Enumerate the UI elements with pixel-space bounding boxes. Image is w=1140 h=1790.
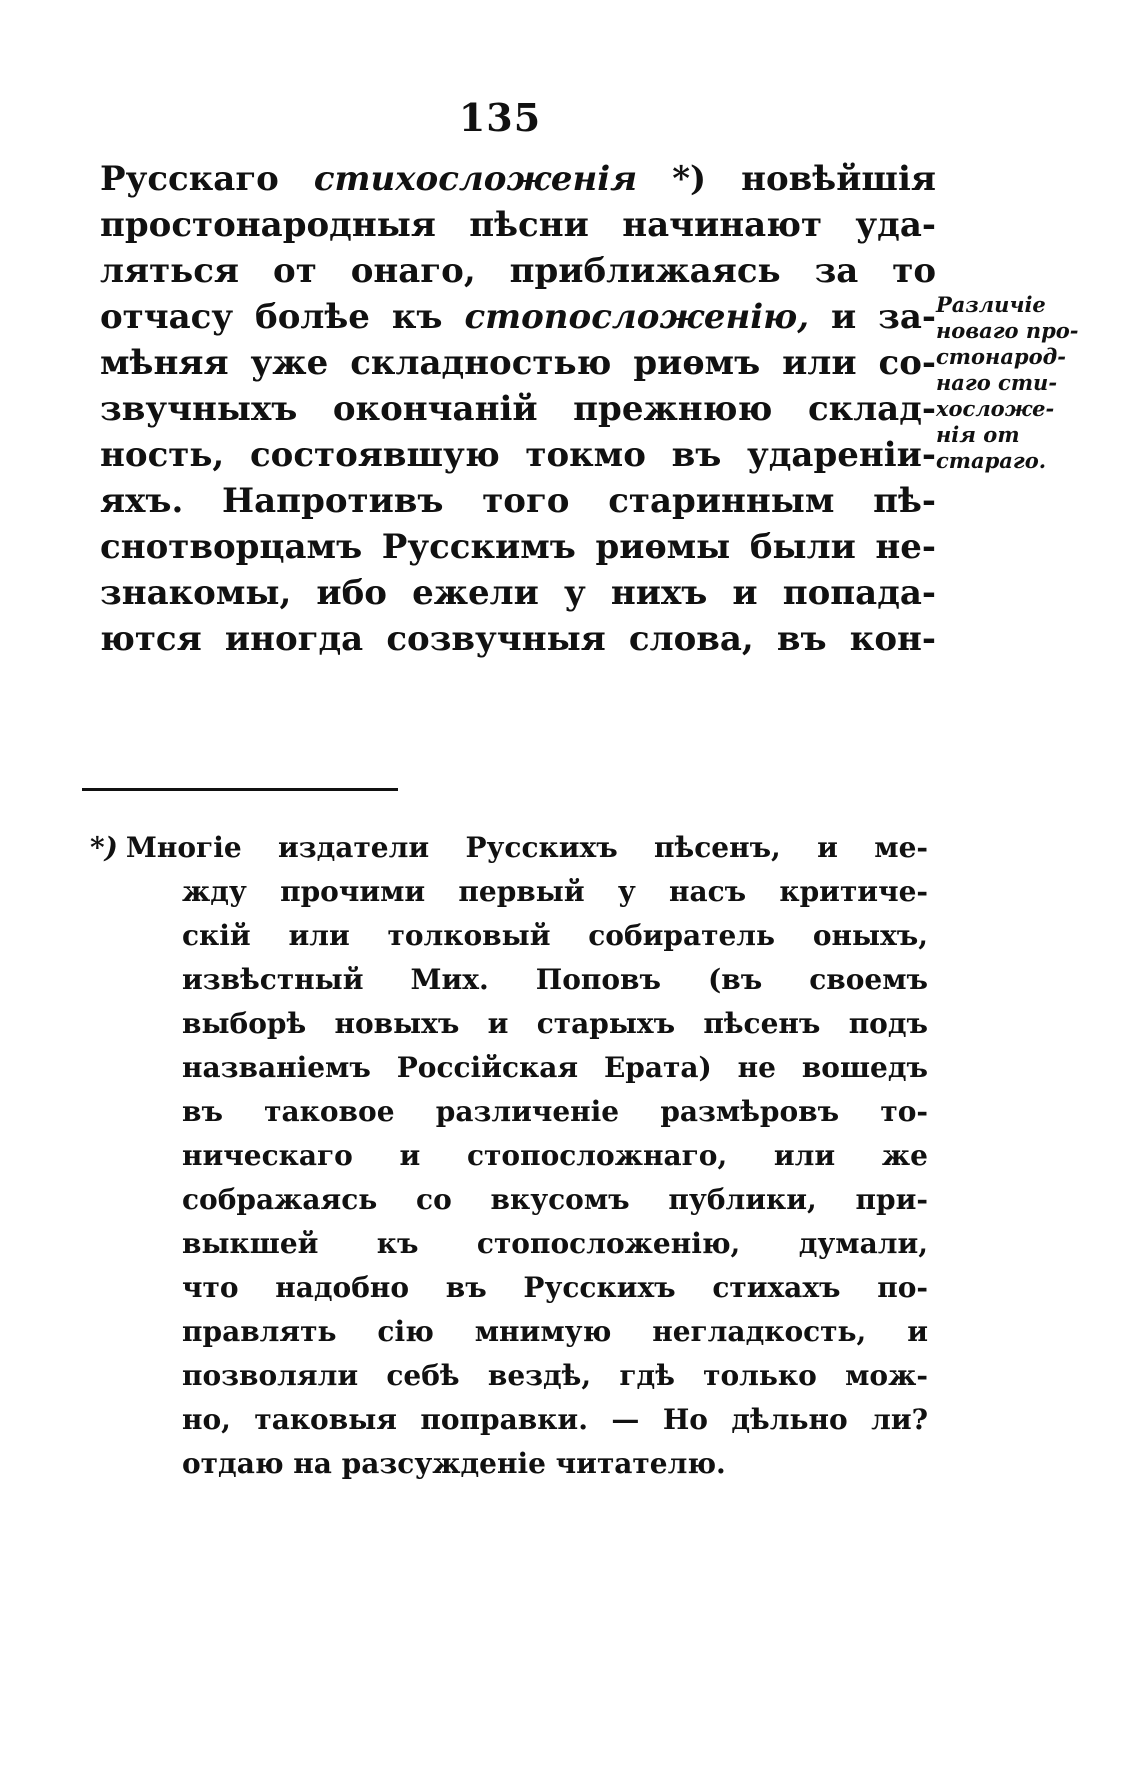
footnote-text: что надобно въ Русскихъ стихахъ по- (182, 1271, 928, 1304)
main-text-line (100, 202, 936, 248)
marginal-note-line: нія от (936, 422, 1020, 447)
footnote-text: выборѣ новыхъ и старыхъ пѣсенъ подъ (182, 1007, 928, 1040)
text-span: ляться от онаго, приближаясь за то (100, 251, 936, 291)
footnote-text: жду прочими первый у насъ критиче- (182, 875, 928, 908)
text-span: *) новѣйшія (637, 159, 936, 199)
main-text-line (100, 386, 936, 432)
main-text-line (100, 248, 936, 294)
main-text-line (100, 524, 936, 570)
marginal-note-line: новаго про- (936, 318, 1079, 343)
marginal-note-line: Различіе (936, 292, 1046, 317)
footnote-line (182, 1178, 928, 1222)
footnote-text: въ таковое различеніе размѣровъ то- (182, 1095, 928, 1128)
footnote-text: ническаго и стопосложнаго, или же (182, 1139, 928, 1172)
text-span: снотворцамъ Русскимъ риѳмы были не- (100, 527, 936, 567)
text-span: Русскаго (100, 159, 314, 199)
main-text-line (100, 340, 936, 386)
text-span: и за- (809, 297, 937, 337)
footnote-line (182, 1222, 928, 1266)
page-number: 135 (458, 95, 542, 140)
text-span: звучныхъ окончаній прежнюю склад- (100, 389, 936, 429)
footnote-line (182, 914, 928, 958)
footnote-line (182, 1310, 928, 1354)
main-text-line (100, 478, 936, 524)
marginal-note (936, 292, 1086, 474)
footnote-text: но, таковыя поправки. — Но дѣльно ли? (182, 1403, 928, 1436)
footnote-line (182, 1398, 928, 1442)
marginal-note-line: стараго. (936, 448, 1047, 473)
footnote-marker: *) (90, 831, 118, 864)
footnote-text: сображаясь со вкусомъ публики, при- (182, 1183, 928, 1216)
footnote-rule (82, 788, 398, 791)
italic-term: стопосложенію, (464, 297, 810, 337)
marginal-note-line: стонарод- (936, 344, 1066, 369)
main-text-line (100, 156, 936, 202)
text-span: яхъ. Напротивъ того старинным пѣ- (100, 481, 936, 521)
text-span: отчасу болѣе къ (100, 297, 465, 337)
footnote-line (182, 1090, 928, 1134)
footnote-line (182, 870, 928, 914)
footnote-text: извѣстный Мих. Поповъ (въ своемъ (182, 963, 928, 996)
text-span: ются иногда созвучныя слова, въ кон- (100, 619, 936, 659)
footnote-line (90, 826, 928, 870)
footnote-line (182, 1266, 928, 1310)
text-span: мѣняя уже складностью риѳмъ или со- (100, 343, 936, 383)
footnote-text: Многіе издатели Русскихъ пѣсенъ, и ме- (125, 831, 928, 864)
footnote-text: позволяли себѣ вездѣ, гдѣ только мож- (182, 1359, 928, 1392)
marginal-note-line: наго сти- (936, 370, 1058, 395)
footnote-line (182, 1002, 928, 1046)
footnote-line (182, 958, 928, 1002)
text-span: знакомы, ибо ежели у нихъ и попада- (100, 573, 936, 613)
italic-term: стихосложенія (313, 159, 638, 199)
footnote-text: выкшей къ стопосложенію, думали, (182, 1227, 928, 1260)
main-text-line (100, 294, 936, 340)
footnote-line (182, 1442, 928, 1486)
footnote-line (182, 1354, 928, 1398)
footnote-line (182, 1134, 928, 1178)
footnote-text: скій или толковый собиратель оныхъ, (182, 919, 928, 952)
footnote-line (182, 1046, 928, 1090)
footnote-text: отдаю на разсужденіе читателю. (182, 1447, 726, 1480)
main-text-line (100, 570, 936, 616)
footnote-text: правлять сію мнимую негладкость, и (182, 1315, 928, 1348)
marginal-note-line: хосложе- (936, 396, 1055, 421)
text-span: простонародныя пѣсни начинают удa- (100, 205, 936, 245)
main-text-line (100, 432, 936, 478)
text-span: ность, состоявшую токмо въ удареніи- (100, 435, 936, 475)
main-text-line (100, 616, 936, 662)
footnote-text: названіемъ Россійская Ерата) не вошедъ (182, 1051, 928, 1084)
